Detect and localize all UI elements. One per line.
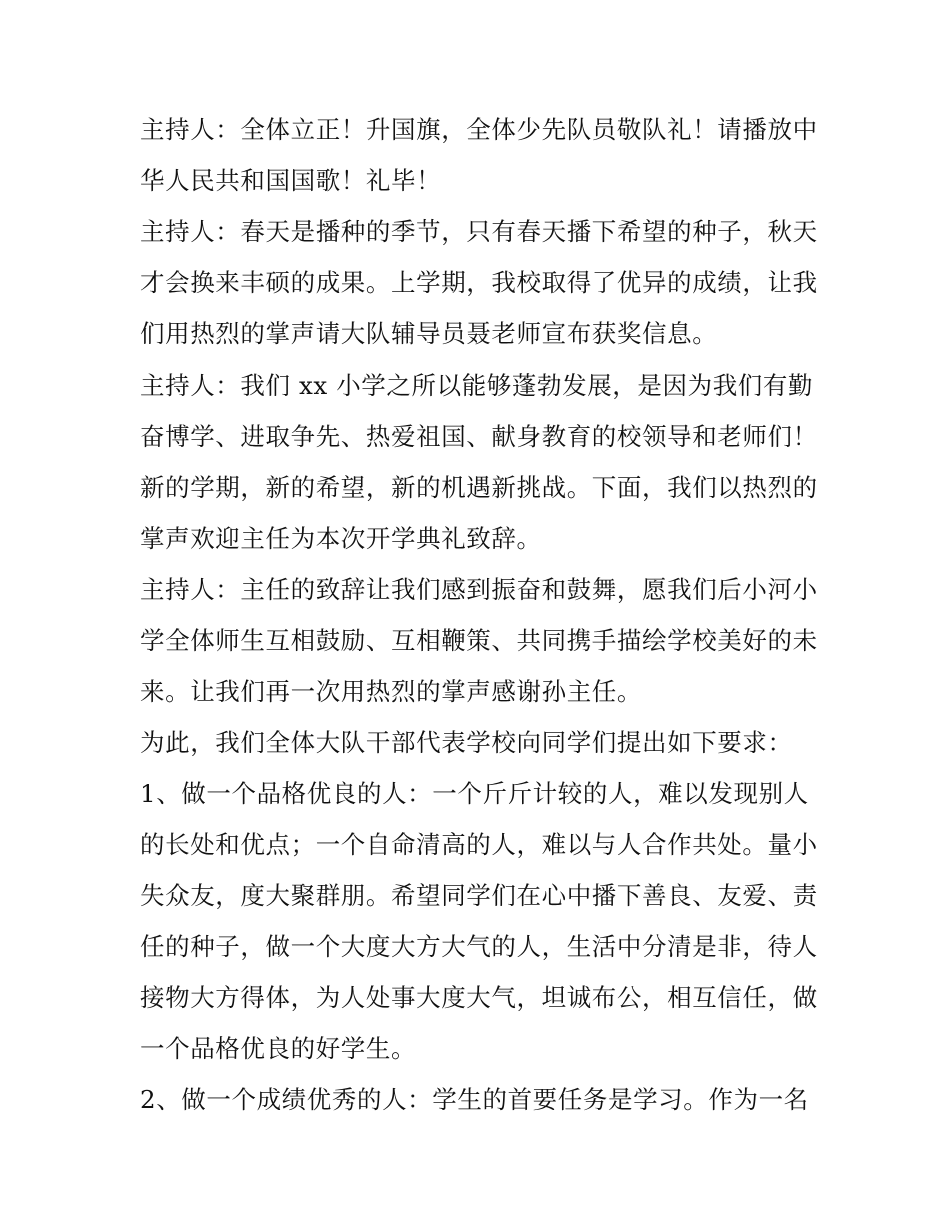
text-line: 接物大方得体，为人处事大度大气，坦诚布公，相互信任，做 (140, 983, 818, 1012)
text-line: 失众友，度大聚群朋。希望同学们在心中播下善良、友爱、责 (140, 881, 818, 910)
text-line: 的长处和优点；一个自命清高的人，难以与人合作共处。量小 (140, 830, 818, 859)
text-line: 来。让我们再一次用热烈的掌声感谢孙主任。 (140, 677, 642, 706)
text-line: 华人民共和国国歌！礼毕！ (140, 166, 442, 195)
text-line: 学全体师生互相鼓励、互相鞭策、共同携手描绘学校美好的未 (140, 626, 818, 655)
text-line: 主持人：全体立正！升国旗，全体少先队员敬队礼！请播放中 (140, 115, 818, 144)
text-line: 主持人：春天是播种的季节，只有春天播下希望的种子，秋天 (140, 217, 818, 246)
text-line: 才会换来丰硕的成果。上学期，我校取得了优异的成绩，让我 (140, 268, 818, 297)
text-line: 2、做一个成绩优秀的人：学生的首要任务是学习。作为一名 (140, 1085, 809, 1114)
text-line: 主持人：主任的致辞让我们感到振奋和鼓舞，愿我们后小河小 (140, 575, 818, 604)
text-line: 们用热烈的掌声请大队辅导员聂老师宣布获奖信息。 (140, 319, 718, 348)
text-line: 为此，我们全体大队干部代表学校向同学们提出如下要求： (140, 728, 793, 757)
text-line: 任的种子，做一个大度大方大气的人，生活中分清是非，待人 (140, 932, 818, 961)
text-line: 掌声欢迎主任为本次开学典礼致辞。 (140, 524, 542, 553)
text-line: 奋博学、进取争先、热爱祖国、献身教育的校领导和老师们！ (140, 422, 818, 451)
text-line: 1、做一个品格优良的人：一个斤斤计较的人，难以发现别人 (140, 779, 809, 808)
text-line: 一个品格优良的好学生。 (140, 1034, 417, 1063)
text-line: 主持人：我们 xx 小学之所以能够蓬勃发展，是因为我们有勤 (140, 371, 814, 400)
text-line: 新的学期，新的希望，新的机遇新挑战。下面，我们以热烈的 (140, 473, 818, 502)
